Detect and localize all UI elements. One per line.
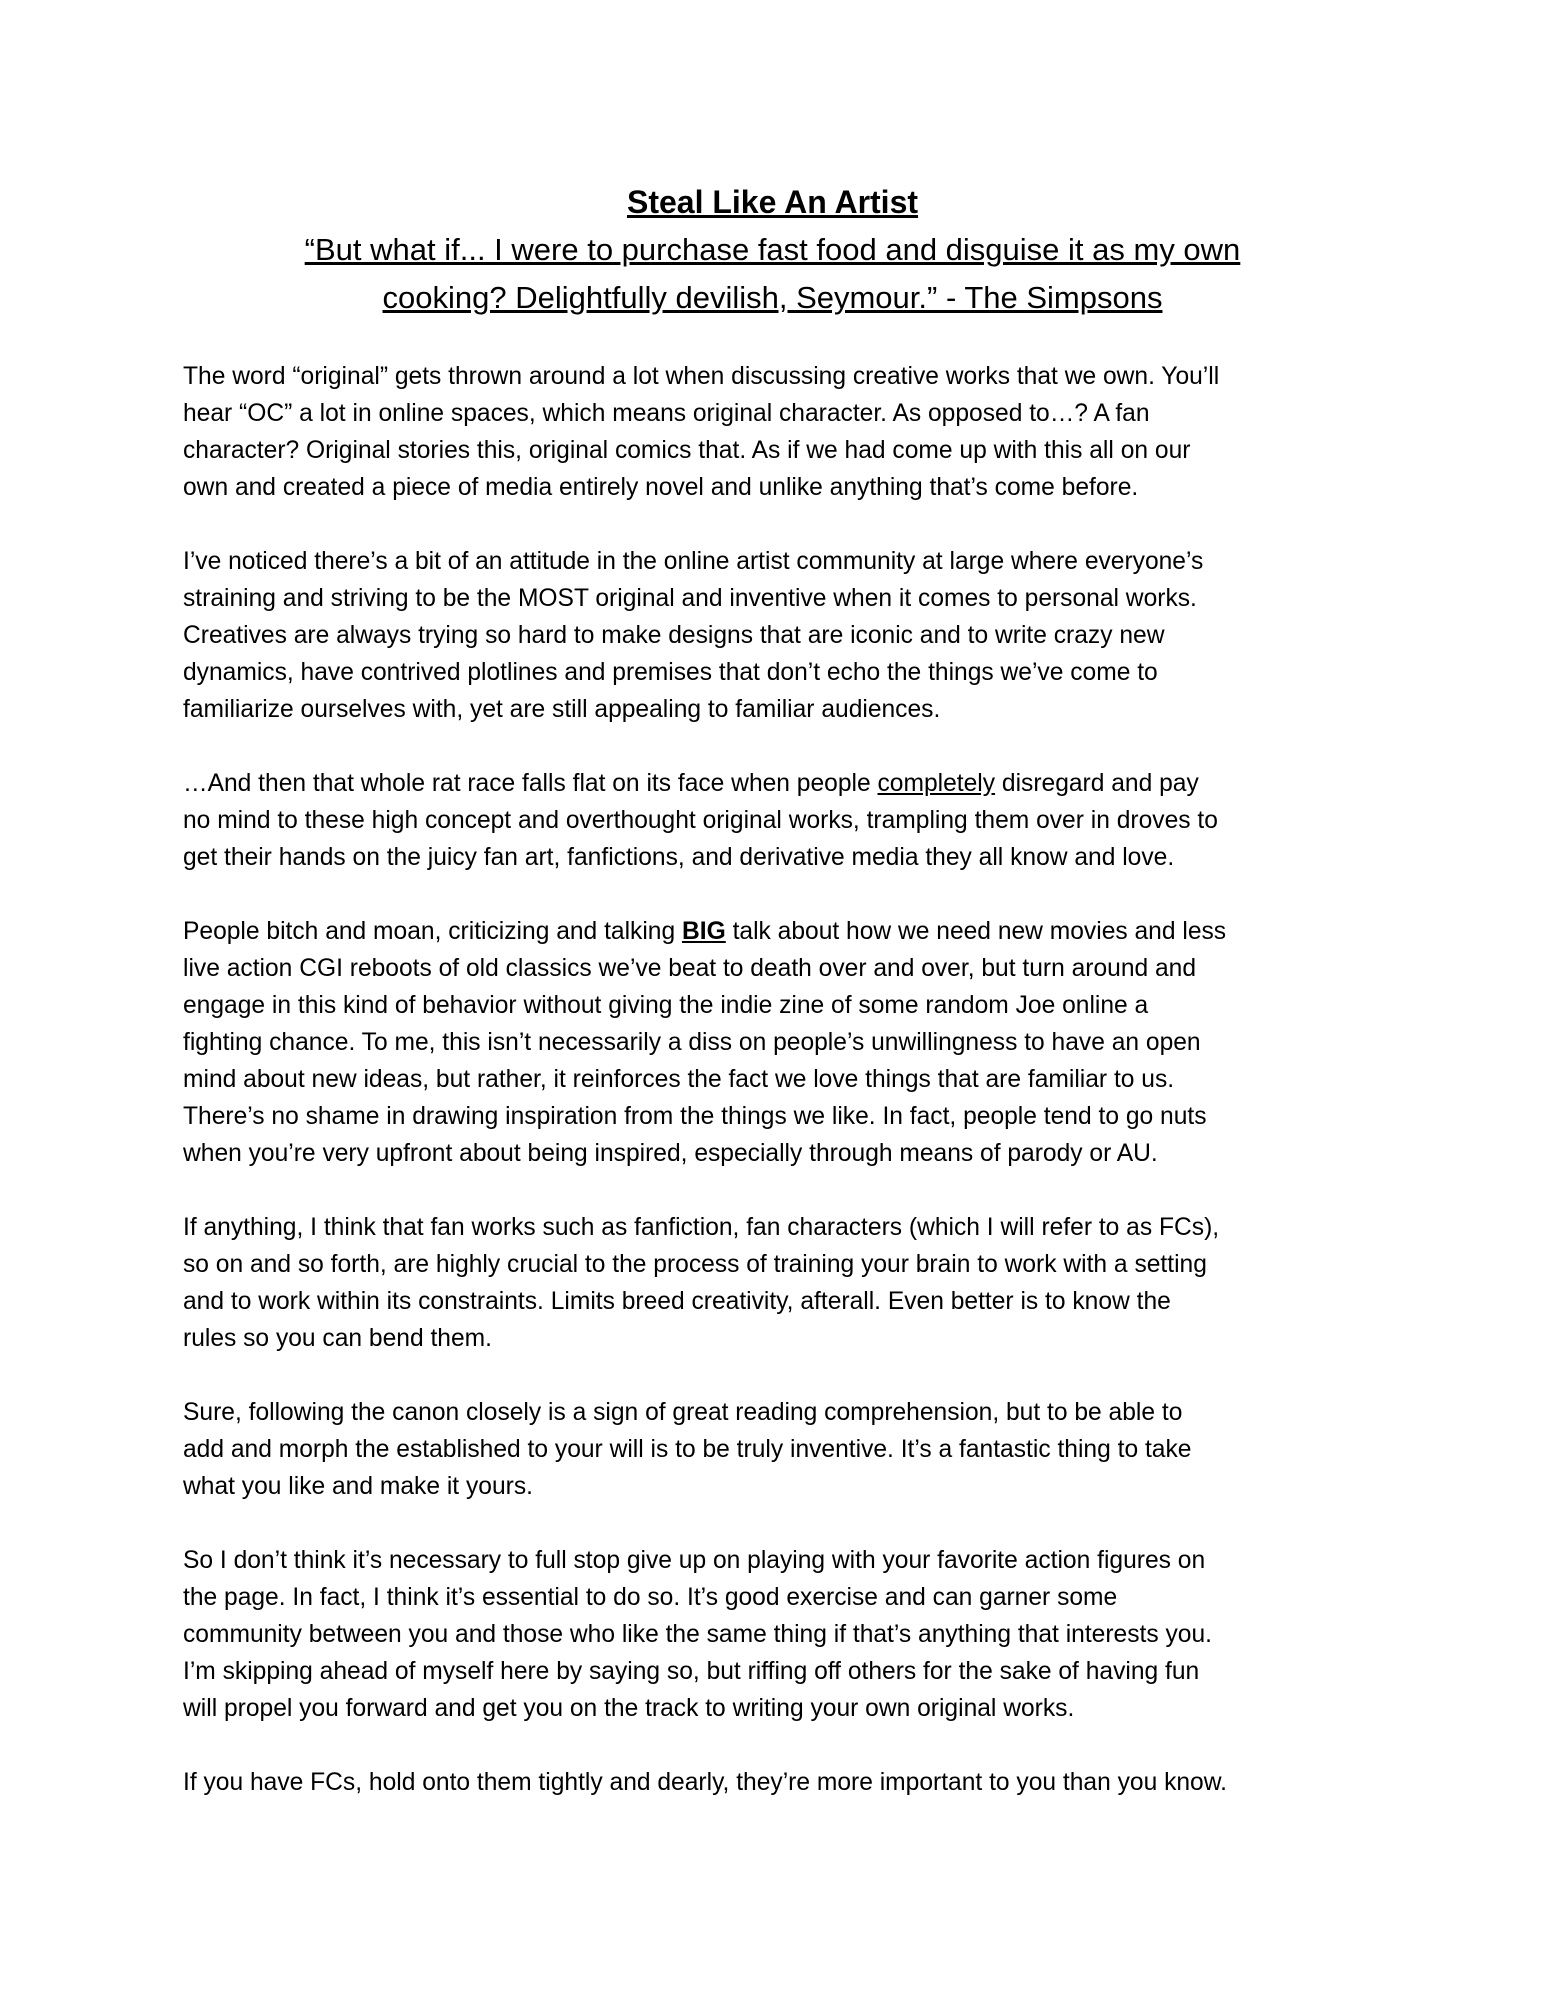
- text-line: and to work within its constraints. Limits breed creativity, afterall. Even better is to know the: [183, 1288, 1171, 1315]
- epigraph-line: cooking? Delightfully devilish, Seymour.” - The Simpsons: [382, 280, 1163, 315]
- text-line: engage in this kind of behavior without giving the indie zine of some random Joe online a: [183, 992, 1149, 1019]
- text-line: familiarize ourselves with, yet are still appealing to familiar audiences.: [183, 696, 941, 723]
- text-line: will propel you forward and get you on the track to writing your own original works.: [183, 1695, 1075, 1722]
- paragraph-4: [183, 913, 1383, 1172]
- text-line: There’s no shame in drawing inspiration from the things we like. In fact, people tend to go nuts: [183, 1103, 1207, 1130]
- paragraph-5: [183, 1209, 1383, 1357]
- paragraph-1: [183, 358, 1383, 506]
- paragraph-2: [183, 543, 1383, 728]
- paragraph-7: [183, 1542, 1383, 1727]
- text-line: I’ve noticed there’s a bit of an attitude in the online artist community at large where everyone’s: [183, 548, 1204, 575]
- text-line: If you have FCs, hold onto them tightly and dearly, they’re more important to you than you know.: [183, 1769, 1227, 1796]
- bold-underlined-emphasis: BIG: [682, 918, 726, 945]
- text-line: character? Original stories this, original comics that. As if we had come up with this all on our: [183, 437, 1191, 464]
- text-line: no mind to these high concept and overthought original works, trampling them over in droves to: [183, 807, 1218, 834]
- text-line: get their hands on the juicy fan art, fanfictions, and derivative media they all know and love.: [183, 844, 1175, 871]
- text-line: hear “OC” a lot in online spaces, which means original character. As opposed to…? A fan: [183, 400, 1150, 427]
- epigraph-quote: [0, 226, 1545, 322]
- paragraph-8: [183, 1764, 1383, 1801]
- text-line: when you’re very upfront about being inspired, especially through means of parody or AU.: [183, 1140, 1158, 1167]
- text-line: straining and striving to be the MOST original and inventive when it comes to personal works.: [183, 585, 1197, 612]
- text-line: If anything, I think that fan works such as fanfiction, fan characters (which I will refer to as FCs),: [183, 1214, 1220, 1241]
- underlined-emphasis: completely: [877, 770, 996, 797]
- text-line: add and morph the established to your will is to be truly inventive. It’s a fantastic thing to take: [183, 1436, 1192, 1463]
- text-line: so on and so forth, are highly crucial to the process of training your brain to work with a setting: [183, 1251, 1207, 1278]
- text-line: …And then that whole rat race falls flat on its face when people completely disregard and pay: [183, 770, 1199, 797]
- text-line: rules so you can bend them.: [183, 1325, 492, 1352]
- text-line: own and created a piece of media entirely novel and unlike anything that’s come before.: [183, 474, 1139, 501]
- document-title: Steal Like An Artist: [626, 184, 919, 220]
- text-line: I’m skipping ahead of myself here by saying so, but riffing off others for the sake of having fun: [183, 1658, 1200, 1685]
- paragraph-6: [183, 1394, 1383, 1505]
- epigraph-line: “But what if... I were to purchase fast food and disguise it as my own: [304, 232, 1241, 267]
- text-line: live action CGI reboots of old classics we’ve beat to death over and over, but turn around and: [183, 955, 1197, 982]
- text-line: People bitch and moan, criticizing and talking BIG talk about how we need new movies and less: [183, 918, 1227, 945]
- text-line: community between you and those who like the same thing if that’s anything that interests you.: [183, 1621, 1212, 1648]
- text-line: Sure, following the canon closely is a sign of great reading comprehension, but to be able to: [183, 1399, 1183, 1426]
- text-line: Creatives are always trying so hard to make designs that are iconic and to write crazy new: [183, 622, 1165, 649]
- paragraph-3: [183, 765, 1383, 876]
- text-line: what you like and make it yours.: [183, 1473, 533, 1500]
- text-line: fighting chance. To me, this isn’t necessarily a diss on people’s unwillingness to have an open: [183, 1029, 1201, 1056]
- text-line: So I don’t think it’s necessary to full stop give up on playing with your favorite action figures on: [183, 1547, 1206, 1574]
- text-line: the page. In fact, I think it’s essential to do so. It’s good exercise and can garner some: [183, 1584, 1118, 1611]
- text-line: The word “original” gets thrown around a lot when discussing creative works that we own. You’ll: [183, 363, 1220, 390]
- document-body: [183, 358, 1383, 1838]
- text-line: dynamics, have contrived plotlines and premises that don’t echo the things we’ve come to: [183, 659, 1158, 686]
- text-line: mind about new ideas, but rather, it reinforces the fact we love things that are familiar to us.: [183, 1066, 1175, 1093]
